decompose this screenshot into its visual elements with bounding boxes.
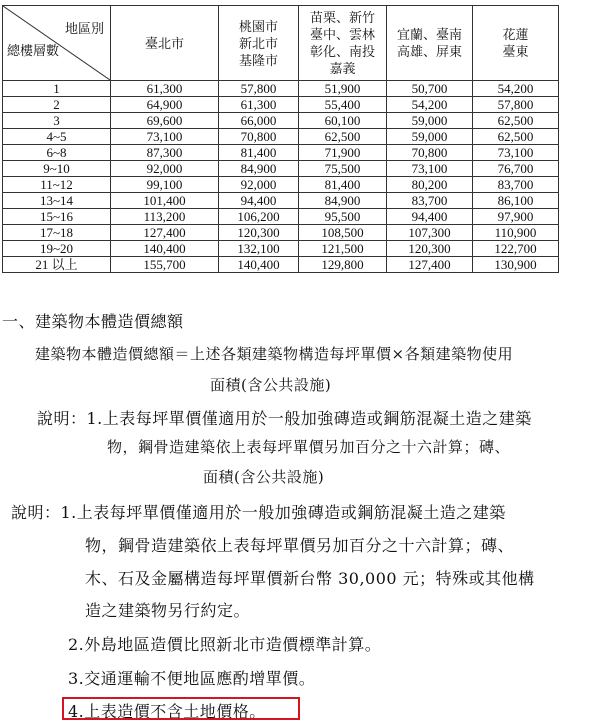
unit-price-cell: 86,100: [473, 193, 559, 209]
unit-price-cell: 95,500: [299, 209, 387, 225]
unit-price-cell: 121,500: [299, 241, 387, 257]
table-row: [3, 97, 559, 113]
unit-price-cell: 97,900: [473, 209, 559, 225]
unit-price-cell: 80,200: [387, 177, 473, 193]
unit-price-cell: 127,400: [111, 225, 219, 241]
unit-price-cell: 73,100: [473, 145, 559, 161]
unit-price-cell: 120,300: [387, 241, 473, 257]
unit-price-cell: 59,000: [387, 113, 473, 129]
table-corner-cell: [3, 6, 111, 81]
highlight-box: [62, 697, 300, 720]
note-item: 3.交通運輸不便地區應酌增單價。: [68, 669, 316, 688]
header-region: 宜蘭、臺南 高雄、屏東: [387, 6, 473, 81]
note-line: 木、石及金屬構造每坪單價新台幣 30,000 元；特殊或其他構: [85, 569, 535, 588]
header-region: 臺北市: [111, 6, 219, 81]
unit-price-cell: 110,900: [473, 225, 559, 241]
unit-price-cell: 101,400: [111, 193, 219, 209]
unit-price-cell: 106,200: [219, 209, 299, 225]
header-region: 花蓮 臺東: [473, 6, 559, 81]
unit-price-cell: 75,500: [299, 161, 387, 177]
floor-count-cell: 13~14: [3, 193, 111, 209]
note-line: 說明：1.上表每坪單價僅適用於一般加強磚造或鋼筋混凝土造之建築: [11, 503, 506, 522]
unit-price-cell: 92,000: [111, 161, 219, 177]
note-item: 2.外島地區造價比照新北市造價標準計算。: [68, 635, 382, 654]
unit-price-cell: 127,400: [387, 257, 473, 273]
table-row: [3, 161, 559, 177]
table-row: [3, 193, 559, 209]
unit-price-cell: 130,900: [473, 257, 559, 273]
unit-price-cell: 62,500: [473, 129, 559, 145]
unit-price-cell: 73,100: [387, 161, 473, 177]
table-row: [3, 241, 559, 257]
floor-count-cell: 2: [3, 97, 111, 113]
note-item-highlighted: 4.上表造價不含土地價格。: [68, 702, 266, 721]
unit-price-cell: 57,800: [473, 97, 559, 113]
unit-price-cell: 59,000: [387, 129, 473, 145]
table-row: [3, 113, 559, 129]
unit-price-cell: 132,100: [219, 241, 299, 257]
unit-price-cell: 81,400: [219, 145, 299, 161]
unit-price-cell: 64,900: [111, 97, 219, 113]
unit-price-cell: 55,400: [299, 97, 387, 113]
unit-price-cell: 87,300: [111, 145, 219, 161]
unit-price-cell: 99,100: [111, 177, 219, 193]
unit-price-cell: 50,700: [387, 81, 473, 97]
unit-price-cell: 61,300: [111, 81, 219, 97]
floor-count-cell: 11~12: [3, 177, 111, 193]
table-row: [3, 209, 559, 225]
unit-price-cell: 129,800: [299, 257, 387, 273]
note-line: 物，鋼骨造建築依上表每坪單價另加百分之十六計算；磚、: [85, 536, 515, 555]
corner-floors-label: 總樓層數: [7, 43, 60, 58]
table-row: [3, 129, 559, 145]
unit-price-cell: 57,800: [219, 81, 299, 97]
unit-price-cell: 83,700: [387, 193, 473, 209]
unit-price-cell: 107,300: [387, 225, 473, 241]
note-line: 造之建築物另行約定。: [85, 601, 251, 620]
header-region: 桃園市 新北市 基隆市: [219, 6, 299, 81]
unit-price-cell: 81,400: [299, 177, 387, 193]
unit-price-cell: 60,100: [299, 113, 387, 129]
unit-price-cell: 54,200: [387, 97, 473, 113]
floor-count-cell: 21 以上: [3, 257, 111, 273]
corner-region-label: 地區別: [64, 21, 104, 36]
unit-price-cell: 69,600: [111, 113, 219, 129]
unit-price-cell: 73,100: [111, 129, 219, 145]
formula-line: 面積(含公共設施): [210, 376, 332, 394]
header-region: 苗栗、新竹 臺中、雲林 彰化、南投 嘉義: [299, 6, 387, 81]
formula-line: 建築物本體造價總額＝上述各類建築物構造每坪單價×各類建築物使用: [35, 345, 514, 363]
unit-price-cell: 108,500: [299, 225, 387, 241]
table-row: [3, 177, 559, 193]
floor-count-cell: 19~20: [3, 241, 111, 257]
unit-price-cell: 66,000: [219, 113, 299, 129]
unit-price-cell: 62,500: [473, 113, 559, 129]
unit-price-cell: 54,200: [473, 81, 559, 97]
floor-count-cell: 6~8: [3, 145, 111, 161]
table-row: [3, 81, 559, 97]
unit-price-cell: 140,400: [111, 241, 219, 257]
floor-count-cell: 4~5: [3, 129, 111, 145]
unit-price-cell: 94,400: [387, 209, 473, 225]
floor-count-cell: 15~16: [3, 209, 111, 225]
unit-price-cell: 70,800: [387, 145, 473, 161]
unit-price-cell: 120,300: [219, 225, 299, 241]
table-row: [3, 145, 559, 161]
table-row: [3, 257, 559, 273]
unit-price-cell: 62,500: [299, 129, 387, 145]
table-row: [3, 225, 559, 241]
section-title: 一、建築物本體造價總額: [2, 312, 184, 331]
floor-count-cell: 3: [3, 113, 111, 129]
floor-count-cell: 17~18: [3, 225, 111, 241]
unit-price-cell: 70,800: [219, 129, 299, 145]
unit-price-cell: 140,400: [219, 257, 299, 273]
unit-price-cell: 84,900: [219, 161, 299, 177]
note-line: 物，鋼骨造建築依上表每坪單價另加百分之十六計算；磚、: [107, 438, 511, 456]
unit-price-cell: 83,700: [473, 177, 559, 193]
table-body: [3, 81, 559, 273]
floor-count-cell: 1: [3, 81, 111, 97]
unit-price-cell: 94,400: [219, 193, 299, 209]
unit-price-cell: 61,300: [219, 97, 299, 113]
floor-count-cell: 9~10: [3, 161, 111, 177]
table-header-row: [3, 6, 559, 81]
unit-price-cell: 71,900: [299, 145, 387, 161]
construction-cost-table: [2, 5, 559, 273]
unit-price-cell: 76,700: [473, 161, 559, 177]
unit-price-cell: 84,900: [299, 193, 387, 209]
unit-price-cell: 113,200: [111, 209, 219, 225]
note-line: 說明：1.上表每坪單價僅適用於一般加強磚造或鋼筋混凝土造之建築: [37, 409, 532, 428]
unit-price-cell: 155,700: [111, 257, 219, 273]
unit-price-cell: 122,700: [473, 241, 559, 257]
unit-price-cell: 51,900: [299, 81, 387, 97]
unit-price-cell: 92,000: [219, 177, 299, 193]
note-line: 面積(含公共設施): [203, 468, 325, 486]
